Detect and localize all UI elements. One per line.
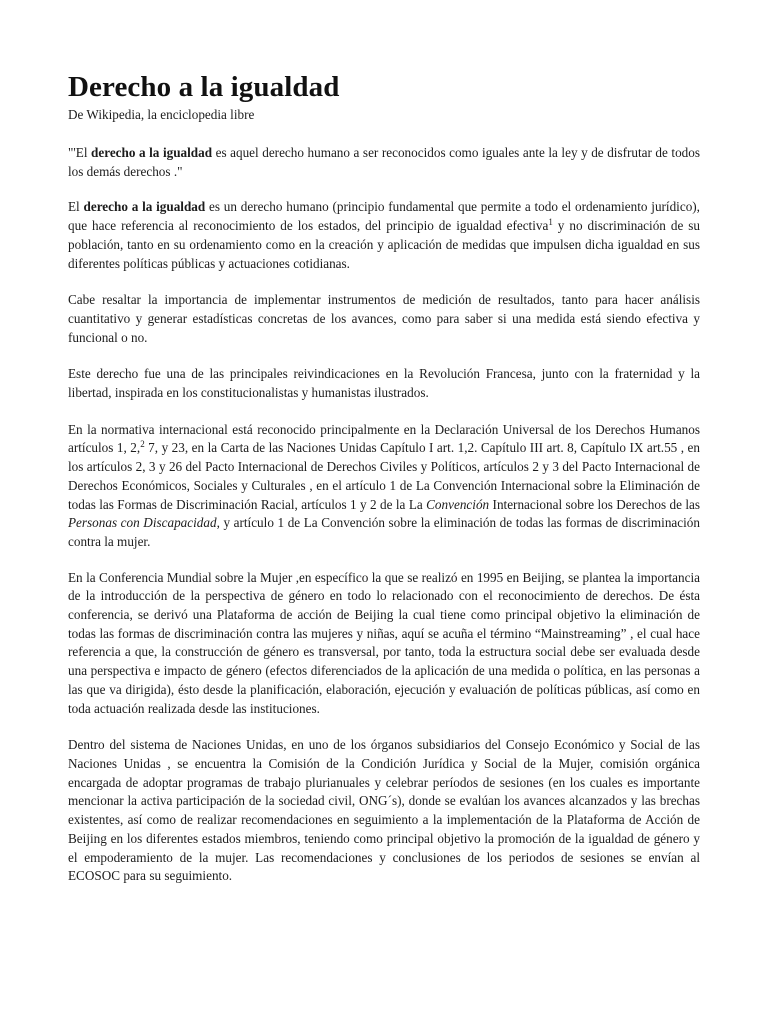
quote-open: "'El xyxy=(68,145,92,160)
international-text-1: En la normativa internacional está reconocido principalmente en la Declaración Universal de los Derechos Humanos artículos 1, 2, xyxy=(68,421,700,456)
article-body xyxy=(68,70,700,886)
paragraph-international xyxy=(68,421,700,552)
quote-bold-term: derecho a la igualdad xyxy=(91,145,213,160)
footnote-ref-2[interactable]: 2 xyxy=(140,439,145,450)
paragraph-measurement: Cabe resaltar la importancia de implementar instrumentos de medición de resultados, tanto para hacer análisis cuantitativo y generar estadísticas concretas de los avances, como para saber si una medida está siendo efectiva y funcional o no. xyxy=(68,292,700,345)
definition-text-2: y no discriminación de su población, tanto en su ordenamiento como en la creación y aplicación de medidas que impulsen dicha igualdad en sus diferentes políticas públicas y actuaciones cotidianas. xyxy=(68,218,700,271)
definition-lead: El xyxy=(68,199,84,215)
international-text-4: , y artículo 1 de La Convención sobre la eliminación de todas las formas de discriminación contra la mujer. xyxy=(68,515,700,549)
quote-rest: es aquel derecho humano a ser reconocidos como iguales ante la ley y de disfrutar de todos los demás derechos ." xyxy=(68,145,700,179)
paragraph-quote xyxy=(68,144,700,181)
international-text-3: Internacional sobre los Derechos de las xyxy=(489,496,700,512)
paragraph-un-system: Dentro del sistema de Naciones Unidas, en uno de los órganos subsidiarios del Consejo Económico y Social de las Naciones Unidas , se encuentra la Comisión de la Condición Jurídica y Social de la Mujer, comisión orgánica encargada de adoptar programas de trabajo plurianuales y celebrar períodos de sesiones (en los cuales es importante mencionar la activa participación de la sociedad civil, ONG´s), donde se evalúan los avances alcanzados y las brechas existentes, así como de realizar recomendaciones en seguimiento a la implementación de la Plataforma de Acción de Beijing en los diferentes estados miembros, teniendo como principal objetivo la promoción de la igualdad de género y el empoderamiento de la mujer. Las recomendaciones y conclusiones de los periodos de sesiones se envían al ECOSOC para su seguimiento. xyxy=(68,737,700,884)
paragraph-definition xyxy=(68,198,700,273)
international-text-2: 7, y 23, en la Carta de las Naciones Unidas Capítulo I art. 1,2. Capítulo III art. 8, Capítulo IX art.55 , en los artículos 2, 3 y 26 del Pacto Internacional de Derechos Civiles y Políticos, artículos 2 y 3 del Pacto Internacional de Derechos Económicos, Sociales y Culturales , en el artículo 1 de La Convención Internacional sobre la Eliminación de todas las Formas de Discriminación Racial, artículos 1 y 2 de la La xyxy=(68,440,700,512)
definition-bold-term: derecho a la igualdad xyxy=(83,199,206,215)
article-subtitle: De Wikipedia, la enciclopedia libre xyxy=(68,107,255,122)
footnote-ref-1[interactable]: 1 xyxy=(548,217,553,228)
definition-text-1: es un derecho humano (principio fundamental que permite a todo el ordenamiento jurídico), que hace referencia al reconocimiento de los estados, del principio de igualdad efectiva xyxy=(68,199,700,234)
paragraph-beijing: En la Conferencia Mundial sobre la Mujer ,en específico la que se realizó en 1995 en Beijing, se plantea la importancia de la introducción de la perspectiva de género en todo lo relacionado con el reconocimiento de derechos. De ésta conferencia, se derivó una Plataforma de acción de Beijing la cual tiene como principal objetivo la eliminación de todas las formas de discriminación contra las mujeres y niñas, aquí se acuña el término “Mainstreaming” , el cual hace referencia a que, la construcción de género es transversal, por tanto, toda la estructura social debe ser evaluada desde una perspectiva e impacto de género (efectos diferenciados de la aplicación de una medida o política, en las personas a las que va dirigida), ésto desde la planificación, elaboración, ejecución y evaluación de políticas públicas, así como en toda actuación realizada desde las instituciones. xyxy=(68,569,700,716)
international-italic-1: Convención xyxy=(426,496,490,512)
page-title: Derecho a la igualdad xyxy=(68,71,340,103)
paragraph-revolution: Este derecho fue una de las principales reivindicaciones en la Revolución Francesa, junto con la fraternidad y la libertad, inspirada en los constitucionalistas y humanistas ilustrados. xyxy=(68,366,700,401)
international-italic-2: Personas con Discapacidad xyxy=(68,515,217,531)
